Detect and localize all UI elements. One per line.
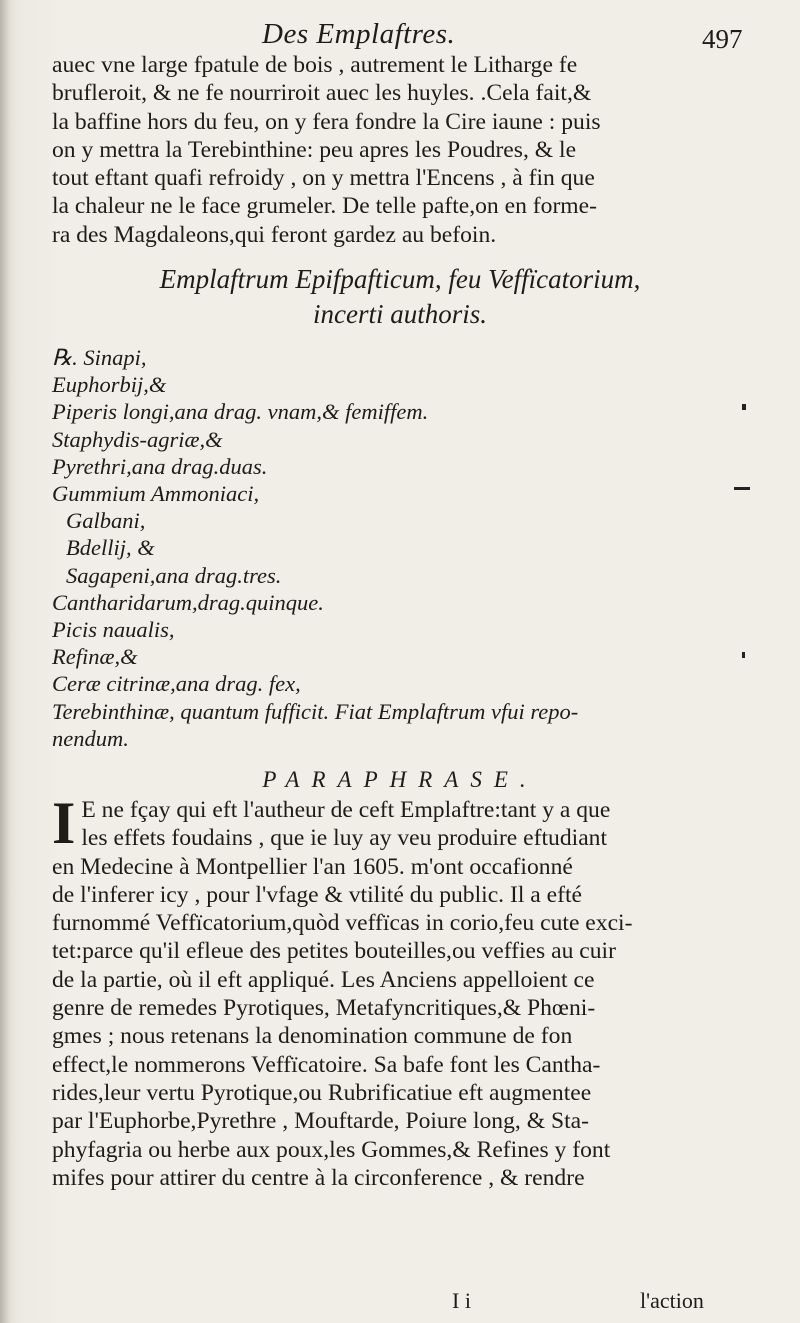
ingredient-item: Cantharidarum,drag.quinque. bbox=[52, 589, 324, 615]
paraphrase-title: PARAPHRASE. bbox=[262, 767, 538, 792]
ingredient-item: Galbani, bbox=[66, 508, 146, 534]
text-line: la chaleur ne le face grumeler. De telle pafte,on en forme- bbox=[52, 193, 597, 220]
margin-mark bbox=[734, 487, 750, 490]
ingredient-item: Ceræ citrinæ,ana drag. fex, bbox=[52, 671, 301, 697]
text-line: gmes ; nous retenans la denomination commune de fon bbox=[52, 1023, 573, 1050]
paragraph-2 bbox=[52, 790, 768, 1192]
catchword: l'action bbox=[640, 1288, 704, 1313]
text-line: auec vne large fpatule de bois , autrement le Litharge fe bbox=[52, 52, 578, 78]
margin-mark bbox=[742, 404, 746, 410]
text-line: tet:parce qu'il efleue des petites bouteilles,ou veffies au cuir bbox=[52, 938, 616, 965]
ingredient-item: Euphorbij,& bbox=[52, 372, 167, 398]
ingredient-item: Picis naualis, bbox=[52, 617, 175, 643]
text-line: rides,leur vertu Pyrotique,ou Rubrificatiue eft augmentee bbox=[52, 1079, 592, 1106]
page-header bbox=[0, 18, 800, 54]
text-line: phyfagria ou herbe aux poux,les Gommes,& Refines y font bbox=[52, 1136, 611, 1163]
ingredient-item: Piperis longi,ana drag. vnam,& femiffem. bbox=[52, 399, 429, 425]
text-line: par l'Euphorbe,Pyrethre , Mouftarde, Poiure long, & Sta- bbox=[52, 1108, 589, 1135]
ingredient-item: Refinæ,& bbox=[52, 644, 138, 670]
text-line: de la partie, où il eft appliqué. Les Anciens appelloient ce bbox=[52, 966, 595, 993]
binding-edge bbox=[0, 0, 10, 1323]
text-line: ra des Magdaleons,qui feront gardez au befoin. bbox=[52, 221, 497, 248]
text-line: genre de remedes Pyrotiques, Metafyncritiques,& Phœni- bbox=[52, 995, 596, 1022]
text-line: brufleroit, & ne fe nourriroit auec les huyles. .Cela fait,& bbox=[52, 80, 592, 107]
ingredient-item: Gummium Ammoniaci, bbox=[52, 481, 260, 507]
recipe-heading-line2: incerti authoris. bbox=[313, 299, 487, 329]
text-line: E ne fçay qui eft l'autheur de ceft Emplaftre:tant y a que bbox=[81, 797, 611, 823]
ingredient-item: Staphydis-agriæ,& bbox=[52, 426, 223, 452]
ingredient-item: nendum. bbox=[52, 725, 129, 751]
ingredient-item: Sagapeni,ana drag.tres. bbox=[66, 562, 282, 588]
paragraph-1 bbox=[52, 51, 768, 249]
text-line: tout eftant quafi refroidy , on y mettra l'Encens , à fin que bbox=[52, 165, 595, 192]
margin-mark bbox=[742, 652, 745, 658]
text-line: de l'inferer icy , pour l'vfage & vtilité du public. Il a efté bbox=[52, 881, 582, 908]
ingredient-item: Pyrethri,ana drag.duas. bbox=[52, 453, 268, 479]
ingredient-list bbox=[52, 344, 772, 752]
drop-cap: I bbox=[52, 790, 76, 856]
running-title: Des Emplaftres. bbox=[262, 18, 456, 50]
text-line: on y mettra la Terebinthine: peu apres les Poudres, & le bbox=[52, 136, 577, 163]
page-number: 497 bbox=[702, 24, 743, 54]
ingredient-item: Bdellij, & bbox=[66, 535, 155, 561]
text-line: la baffine hors du feu, on y fera fondre la Cire iaune : puis bbox=[52, 108, 601, 135]
ingredient-item: ℞. Sinapi, bbox=[52, 345, 147, 370]
signature-mark: I i bbox=[452, 1288, 471, 1313]
text-line: furnommé Veffïcatorium,quòd veffïcas in corio,feu cute exci- bbox=[52, 910, 633, 937]
recipe-heading-line1: Emplaftrum Epifpafticum, feu Veffïcatorium, bbox=[159, 264, 641, 294]
ingredient-item: Terebinthinæ, quantum fufficit. Fiat Emplaftrum vfui repo- bbox=[52, 698, 579, 724]
text-line: en Medecine à Montpellier l'an 1605. m'ont occafionné bbox=[52, 853, 573, 880]
text-line: effect,le nommerons Veffïcatoire. Sa bafe font les Cantha- bbox=[52, 1051, 601, 1078]
text-line: mifes pour attirer du centre à la circonference , & rendre bbox=[52, 1164, 585, 1191]
text-line: les effets foudains , que ie luy ay veu produire eftudiant bbox=[81, 825, 608, 852]
